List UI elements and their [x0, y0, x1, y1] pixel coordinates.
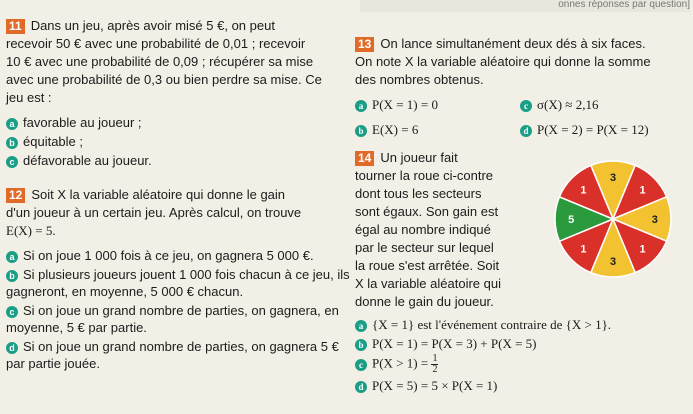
exercise-text-line: Un joueur fait [380, 150, 458, 165]
exercise-text-line: tourner la roue ci-contre [355, 168, 494, 183]
option-text: équitable ; [23, 134, 83, 149]
option-text: P(X = 1) = P(X = 3) + P(X = 5) [372, 336, 537, 351]
exercise-text-line: par le secteur sur lequel [355, 240, 494, 255]
option-a [355, 316, 690, 333]
exercise-text-line: Soit X la variable aléatoire qui donne le gain [31, 187, 286, 202]
exercise-text-line: X la variable aléatoire qui [355, 276, 501, 291]
option-letter-badge: c [6, 306, 18, 318]
exercise-11 [6, 18, 351, 169]
option-letter-badge: d [520, 125, 532, 137]
page-header: onnes réponses par question] [360, 0, 690, 12]
option-letter-badge: b [6, 270, 18, 282]
exercise-text-line: On lance simultanément deux dés à six faces. [380, 36, 646, 51]
option-text: P(X = 1) = 0 [372, 97, 438, 112]
option-text: Si on joue un grand nombre de parties, on gagnera 5 € par partie jouée. [6, 339, 339, 371]
option-letter-badge: b [355, 125, 367, 137]
option-text: Si plusieurs joueurs jouent 1 000 fois chacun à ce jeu, ils gagneront, en moyenne, 5 000 € chacun. [6, 267, 350, 299]
option-text: {X = 1} est l'événement contraire de {X > 1}. [372, 317, 612, 332]
wheel-sector-label: 1 [580, 184, 587, 197]
option-letter-badge: c [355, 359, 367, 371]
option-text: Si on joue un grand nombre de parties, on gagnera, en moyenne, 5 € par partie. [6, 303, 339, 335]
option-c [6, 302, 351, 336]
option-letter-badge: d [355, 381, 367, 393]
exercise-number: 14 [355, 151, 374, 166]
exercise-number: 11 [6, 19, 25, 34]
exercise-text-line: On note X la variable aléatoire qui donne la somme [355, 54, 651, 69]
option-text: P(X = 2) = P(X = 12) [537, 122, 649, 137]
exercise-text-line: E(X) = 5. [6, 223, 56, 238]
exercise-text-line: jeu est : [6, 90, 52, 105]
option-text: σ(X) ≈ 2,16 [537, 97, 599, 112]
exercise-text-line: sont égaux. Son gain est [355, 204, 499, 219]
exercise-text-line: Dans un jeu, après avoir misé 5 €, on peut [30, 18, 275, 33]
options-grid [355, 94, 690, 140]
option-letter-badge: a [6, 251, 18, 263]
option-a [6, 114, 351, 131]
option-b [6, 266, 351, 300]
option-letter-badge: d [6, 342, 18, 354]
exercise-text-line: d'un joueur à un certain jeu. Après calcul, on trouve [6, 205, 302, 220]
option-b [355, 335, 690, 352]
option-c [6, 152, 351, 169]
option-text: P(X > 1) = [372, 355, 432, 371]
wheel-sector-label: 3 [609, 255, 617, 268]
option-letter-badge: a [6, 118, 18, 130]
option-text: favorable au joueur ; [23, 115, 142, 130]
exercise-text-line: la roue s'est arrêtée. Soit [355, 258, 500, 273]
option-letter-badge: b [6, 137, 18, 149]
wheel-sector-label: 5 [568, 214, 575, 226]
option-text: E(X) = 6 [372, 122, 419, 137]
wheel-sector-label: 3 [609, 172, 617, 185]
option-text: Si on joue 1 000 fois à ce jeu, on gagnera 5 000 €. [23, 248, 314, 263]
fraction [431, 354, 438, 375]
option-text: P(X = 5) = 5 × P(X = 1) [372, 378, 498, 393]
option-c [520, 96, 685, 113]
exercise-text-line: des nombres obtenus. [355, 72, 484, 87]
exercise-text-line: recevoir 50 € avec une probabilité de 0,01 ; recevoir [6, 36, 306, 51]
option-b [6, 133, 351, 150]
option-letter-badge: c [6, 156, 18, 168]
option-letter-badge: a [355, 320, 367, 332]
exercise-13 [355, 36, 690, 140]
option-letter-badge: c [520, 100, 532, 112]
wheel-sector-label: 1 [639, 184, 646, 197]
option-d [520, 121, 685, 138]
exercise-text-line: égal au nombre indiqué [355, 222, 491, 237]
exercise-number: 12 [6, 188, 25, 203]
option-a [6, 247, 351, 264]
option-letter-badge: a [355, 100, 367, 112]
option-d [355, 377, 690, 394]
exercise-number: 13 [355, 37, 374, 52]
exercise-text-line: donne le gain du joueur. [355, 294, 494, 309]
option-d [6, 338, 351, 372]
exercise-text-line: dont tous les secteurs [355, 186, 482, 201]
option-b [355, 121, 520, 138]
wheel-sector-label: 1 [639, 243, 646, 256]
left-column [6, 18, 351, 374]
fraction-denominator: 2 [432, 364, 438, 375]
option-c [355, 354, 690, 375]
exercise-text-line: avec une probabilité de 0,3 ou bien perdre sa mise. Ce [6, 72, 322, 87]
spinner-wheel [552, 158, 674, 280]
fraction-numerator: 1 [432, 353, 438, 364]
exercise-text-line: 10 € avec une probabilité de 0,09 ; récupérer sa mise [6, 54, 314, 69]
option-text: défavorable au joueur. [23, 153, 152, 168]
wheel-sector-label: 3 [651, 214, 658, 226]
option-a [355, 96, 520, 113]
exercise-12 [6, 187, 351, 372]
option-letter-badge: b [355, 339, 367, 351]
wheel-sector-label: 1 [580, 243, 587, 256]
